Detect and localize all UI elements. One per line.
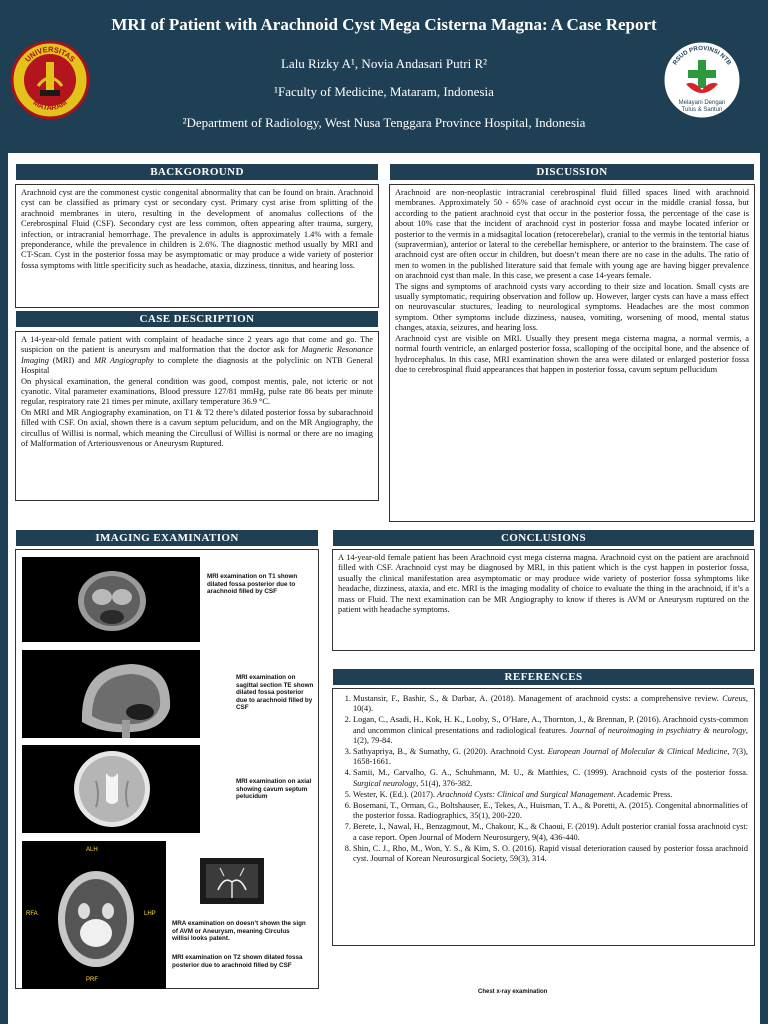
imaging-heading: IMAGING EXAMINATION xyxy=(16,530,318,546)
reference-item: 8. Shin, C. J., Rho, M., Won, Y. S., & Kim, S. O. (2016). Rapid visual deterioration caused by posterior fossa arachnoid cyst. Journal of Korean Neurosurgical Society, 59(3), 314. xyxy=(353,844,748,864)
right-logo-top-text: RSUD PROVINSI NTB xyxy=(671,44,733,67)
reference-item: 1. Mustansir, F., Bashir, S., & Darbar, A. (2018). Management of arachnoid cysts: a comprehensive review. Cureus, 10(4). xyxy=(353,694,748,714)
conclusions-text: A 14-year-old female patient has been Arachnoid cyst mega cisterna magna. Arachnoid cyst on the patient are arachnoid filled with CSF. Arachnoid cyst may be diagnosed by MRI, in this patient which is the cyst happen in posterior fossa, usually the clinical manifestation area asymptomatic or may produce wide variety of posterior fossa syhmptoms like headache, dizziness, ataxia, and etc. MRI is the imaging modality of choice to evaluate the thing in the arachnoid, if it’s a mass or Fluid. The next examination can be MR Angiography to know if theres is AVM or Aneurysm ruptured on the patient with headache symptoms. xyxy=(338,553,749,615)
poster-header xyxy=(0,0,768,150)
mri-t2-axial-image xyxy=(22,841,166,989)
mra-angiography-image xyxy=(200,858,264,904)
discussion-heading: DISCUSSION xyxy=(390,164,754,180)
authors: Lalu Rizky A¹, Novia Andasari Putri R² xyxy=(280,56,488,71)
background-text: Arachnoid cyst are the commonest cystic congenital abnormality that can be found on brain. Arachnoid cyst can be classified as primary cyst or secondary cyst. Primary cyst arise from splitting of the arachnoid membranes in utero, resulting in the development of anomalus collections of the Cerebrospinal Fluid (CSF). Secondary cyst are less common, often appearing after trauma, surgery, infection, or intracranial hemorrhage. The prevalence in adults is approximately 1.4% with a female preponderance, while the prevalence in children is 2.6%. The diagnostic method usually by MRI and CT-Scan. Cyst in the posterior fossa may be asymptomatic or may produce a wide variety of posterior fossa symptoms with little specificity such as headache, ataxia, dizziness, tinnitus, and hearing loss. xyxy=(21,188,373,270)
background-heading: BACKGOROUND xyxy=(16,164,378,180)
poster-title: MRI of Patient with Arachnoid Cyst Mega Cisterna Magna: A Case Report xyxy=(111,15,657,34)
references-box xyxy=(332,688,755,946)
left-logo-bottom-text: MATARAM xyxy=(31,97,69,113)
discussion-paragraph-3: Arachnoid cyst are visible on MRI. Usually they present mega cisterna magna, a normal vermis, a normal fourth ventricle, an enlarged posterior fossa, scalloping of the occipital bone, and the absence of hydrocephalus. In this case, MRI examination shown the area were dilated or enlarged posterior fossa due to cerebrospinal fluid appearances that happen in posterior fossa, cavum septum pellucidum xyxy=(395,333,749,374)
conclusions-box xyxy=(332,549,755,651)
case-paragraph-2: On physical examination, the general condition was good, compost mentis, pale, not icteric or not cyanotic. Vital parameter examinations, Blood pressure 127/81 mmHg, pulse rate 86 beats per minute regular, respiratory rate 21 times per minute, axillary temperature 36.9 °C. xyxy=(21,376,373,407)
caption-t1: MRI examination on T1 shown dilated fossa posterior due to arachnoid filled by CSF xyxy=(207,573,298,596)
reference-item: 2. Logan, C., Asadi, H., Kok, H. K., Looby, S., O’Hare, A., Thornton, J., & Brennan, P. (2016). Arachnoid cysts-common and uncommon clinical presentations and radiological features. Journal of neuroimaging in psychiatry & neurology, 1(2), 79-84. xyxy=(353,715,748,746)
overlay-prf: PRF xyxy=(86,977,98,983)
case-paragraph-1: A 14-year-old female patient with complaint of headache since 2 years ago that come and go. The suspicion on the patient is aneurysm and malformation that the doctor ask for Magnetic Resonance Imaging (MRI) and MR Angiography to complete the diagnosis at the polyclinic on NTB General Hospital xyxy=(21,335,373,376)
discussion-box xyxy=(389,184,755,522)
references-list xyxy=(339,694,748,864)
right-logo-text-2: Tulus & Santun xyxy=(681,107,723,113)
caption-t2: MRI examination on T2 shown dilated fossa posterior due to arachnoid filled by CSF xyxy=(172,954,303,969)
rsud-provinsi-ntb-logo xyxy=(662,40,742,120)
affiliation-2: ²Department of Radiology, West Nusa Tenggara Province Hospital, Indonesia xyxy=(182,115,586,130)
discussion-paragraph-1: Arachnoid are non-neoplastic intracranial cerebrospinal fluid filled spaces lined with arachnoid membranes. Approximately 50 - 65% case of arachnoid cyst occur in the middle cranial fossa, but according to the patient arachnoid cyst that occur in the posterior fossa, the percentage of the case is about 10% case that the incident of arachnoid cyst in posterior fossa and maybe located inferior or posterior to the vermis in a midsagital location (retocerebelar), cranial to the vermis in the tentorial hiatus (supravermian), anterior or lateral to the cerebellar hemisphere, or anterior to the brainstem. The case of arachnoid cyst are often occur in children, but doesn’t mean there are no case in the adults. The ratio of men to women in the published literature said that female with young age are having bigger prevalence on arachnoid cyst than male. In this case, we present a case 14-years female. xyxy=(395,188,749,281)
mri-axial-image xyxy=(22,745,200,833)
reference-item: 7. Berete, I., Nawal, H., Benzagmout, M., Chakour, K., & Chaoui, F. (2019). Adult posterior cranial fossa arachnoid cyst: a case report. Open Journal of Modern Neurosurgery, 9(4), 436-440. xyxy=(353,822,748,842)
reference-item: 4. Samii, M., Carvalho, G. A., Schuhmann, M. U., & Matthies, C. (1999). Arachnoid cysts of the posterior fossa. Surgical neurology, 51(4), 376-382. xyxy=(353,768,748,788)
case-paragraph-3: On MRI and MR Angiography examination, on T1 & T2 there’s dilated posterior fossa by subarachnoid filled with CSF. On axial, shown there is a cavum septum pelucidum, and on the MR Angiography, the circullus of Willisi is normal, which meaning the Circullusi of Willisi is normal or there are no imaging of Malformation of Arteriousvenous or Aneurysm Ruptured. xyxy=(21,407,373,449)
overlay-alh: ALH xyxy=(86,847,98,853)
case-description-box xyxy=(15,331,379,501)
reference-item: 6. Bosemani, T., Orman, G., Boltshauser, E., Tekes, A., Huisman, T. A., & Poretti, A. (2015). Congenital abnormalities of the posterior fossa. Radiographics, 35(1), 200-220. xyxy=(353,801,748,821)
mri-t1-axial-image xyxy=(22,557,200,642)
background-box xyxy=(15,184,379,308)
universitas-mataram-logo xyxy=(10,40,90,120)
left-logo-top-text: UNIVERSITAS xyxy=(23,44,77,64)
overlay-rfa: RFA xyxy=(26,911,38,917)
overlay-lhp: LHP xyxy=(144,911,156,917)
references-heading: REFERENCES xyxy=(333,669,754,685)
chest-xray-label: Chest x-ray examination xyxy=(478,989,548,995)
conclusions-heading: CONCLUSIONS xyxy=(333,530,754,546)
mri-sagittal-image xyxy=(22,650,200,738)
reference-item: 3. Sathyapriya, B., & Sumathy, G. (2020). Arachnoid Cyst. European Journal of Molecular & Clinical Medicine, 7(3), 1658-1661. xyxy=(353,747,748,767)
reference-item: 5. Wester, K. (Ed.). (2017). Arachnoid Cysts: Clinical and Surgical Management. Academic Press. xyxy=(353,790,748,800)
caption-axial: MRI examination on axial showing cavum septum pelucidum xyxy=(236,778,312,801)
right-logo-text-1: Melayani Dengan xyxy=(678,100,726,106)
discussion-paragraph-2: The signs and symptoms of arachnoid cysts vary according to their size and location. Small cysts are usually symptomatic, requiring observation and follow up. However, larger cysts can have a mass effect on neurovascular stuctures, leading to neurological symptoms. Headaches are the most common symptom. Other symptoms include dizziness, nausea, vomiting, worsening of mood, mental status changes, ataxia, seizures, and hearing loss. xyxy=(395,281,749,333)
caption-mra: MRA examination on doesn’t shown the sign of AVM or Aneurysm, meaning Circulus willisi looks patent. xyxy=(172,920,306,943)
affiliation-1: ¹Faculty of Medicine, Mataram, Indonesia xyxy=(274,84,494,99)
caption-sagittal: MRI examination on sagittal section TE shown dilated fossa posterior due to arachnoid filled by CSF xyxy=(236,674,314,712)
case-description-heading: CASE DESCRIPTION xyxy=(16,311,378,327)
